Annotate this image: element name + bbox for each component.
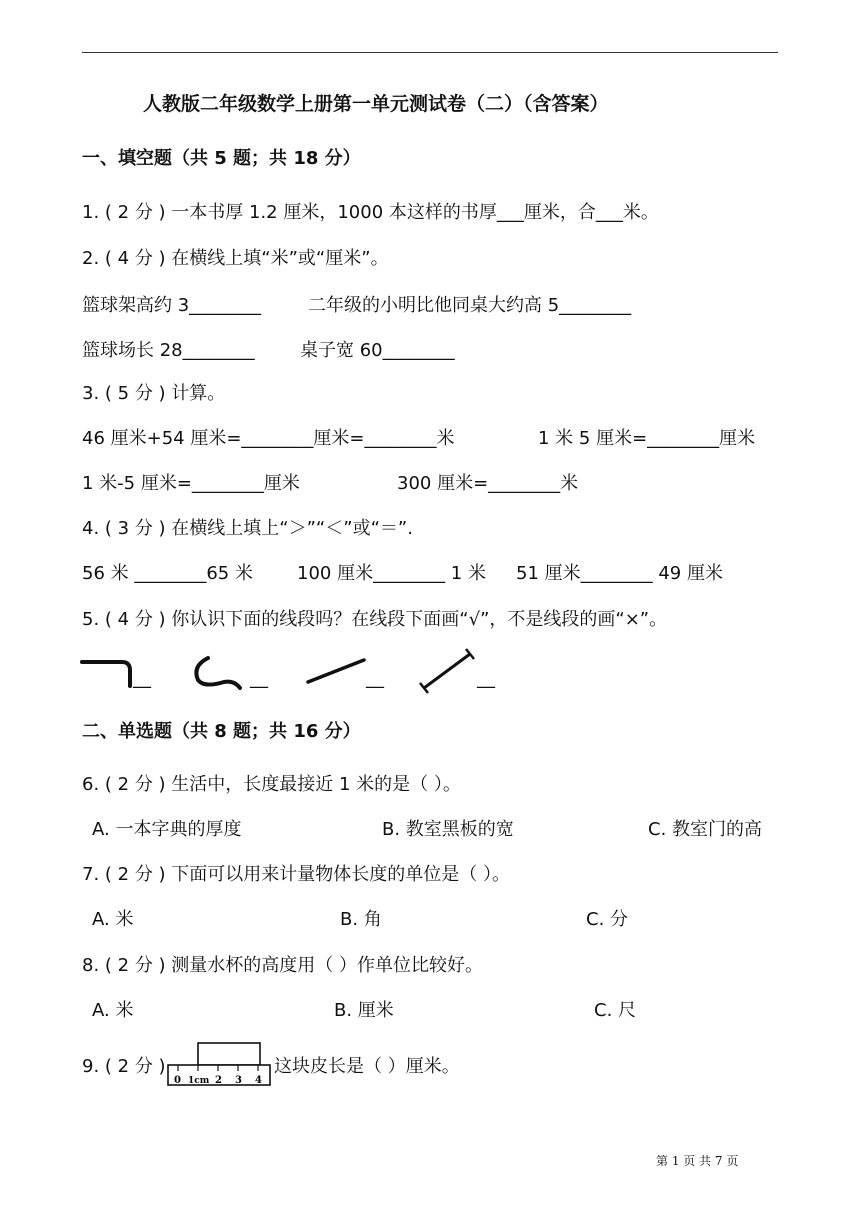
- question-4: 4. ( 3 分 ) 在横线上填上“＞”“＜”或“＝”.: [82, 518, 413, 539]
- question-6-option-b: B. 教室黑板的宽: [382, 819, 514, 840]
- header-rule: [82, 52, 778, 53]
- question-3: 3. ( 5 分 ) 计算。: [82, 383, 226, 404]
- question-2-item-a: 篮球架高约 3________: [82, 295, 262, 316]
- bounded-segment-figure: [424, 654, 470, 688]
- question-2-item-d: 桌子宽 60________: [300, 340, 455, 361]
- question-3-item-a: 46 厘米+54 厘米=________厘米=________米: [82, 428, 455, 449]
- question-5-blank-1: __: [133, 668, 151, 689]
- segment-figure: [308, 660, 364, 682]
- question-9-text: 这块皮长是（ ）厘米。: [274, 1056, 460, 1077]
- bent-line-figure: [82, 662, 130, 686]
- page-title: 人教版二年级数学上册第一单元测试卷（二）（含答案）: [143, 93, 609, 115]
- ruler-picture: [166, 1041, 272, 1087]
- section-heading-single-choice: 二、单选题（共 8 题；共 16 分）: [82, 721, 361, 742]
- section-heading-fill-blank: 一、填空题（共 5 题；共 18 分）: [82, 148, 361, 169]
- question-8-option-a: A. 米: [92, 1000, 134, 1021]
- question-3-item-d: 300 厘米=________米: [397, 473, 579, 494]
- ruler-label-2: 2: [215, 1075, 222, 1086]
- question-9-prefix: 9. ( 2 分 ): [82, 1056, 166, 1077]
- question-8: 8. ( 2 分 ) 测量水杯的高度用（ ）作单位比较好。: [82, 955, 483, 976]
- page-footer: 第 1 页 共 7 页: [656, 1154, 739, 1168]
- question-4-item-c: 51 厘米________ 49 厘米: [516, 563, 723, 584]
- question-2: 2. ( 4 分 ) 在横线上填“米”或“厘米”。: [82, 248, 389, 269]
- question-8-option-c: C. 尺: [594, 1000, 637, 1021]
- question-3-item-b: 1 米 5 厘米=________厘米: [538, 428, 756, 449]
- question-3-item-c: 1 米-5 厘米=________厘米: [82, 473, 300, 494]
- question-6-option-a: A. 一本字典的厚度: [92, 819, 242, 840]
- curve-figure: [196, 658, 240, 688]
- question-8-option-b: B. 厘米: [334, 1000, 394, 1021]
- ruler-label-3: 3: [235, 1075, 242, 1086]
- question-7-option-c: C. 分: [586, 909, 629, 930]
- ruler-label-1cm: 1cm: [188, 1076, 210, 1086]
- question-7-option-a: A. 米: [92, 909, 134, 930]
- leather-strip: [198, 1043, 260, 1065]
- question-4-item-b: 100 厘米________ 1 米: [297, 563, 486, 584]
- question-6-option-c: C. 教室门的高: [648, 819, 763, 840]
- question-7: 7. ( 2 分 ) 下面可以用来计量物体长度的单位是（ ）。: [82, 864, 510, 885]
- question-5: 5. ( 4 分 ) 你认识下面的线段吗？在线段下面画“√”，不是线段的画“×”。: [82, 609, 668, 630]
- ruler-label-0: 0: [174, 1075, 181, 1086]
- question-2-item-c: 篮球场长 28________: [82, 340, 255, 361]
- question-2-item-b: 二年级的小明比他同桌大约高 5________: [308, 295, 632, 316]
- question-7-option-b: B. 角: [340, 909, 382, 930]
- question-6: 6. ( 2 分 ) 生活中，长度最接近 1 米的是（ ）。: [82, 774, 461, 795]
- question-5-blank-3: __: [366, 668, 384, 689]
- question-4-item-a: 56 米 ________65 米: [82, 563, 253, 584]
- question-1: 1. ( 2 分 ) 一本书厚 1.2 厘米，1000 本这样的书厚___厘米，合___米。: [82, 202, 659, 223]
- question-5-blank-2: __: [250, 668, 268, 689]
- ruler-label-4: 4: [255, 1075, 262, 1086]
- question-5-blank-4: __: [477, 668, 495, 689]
